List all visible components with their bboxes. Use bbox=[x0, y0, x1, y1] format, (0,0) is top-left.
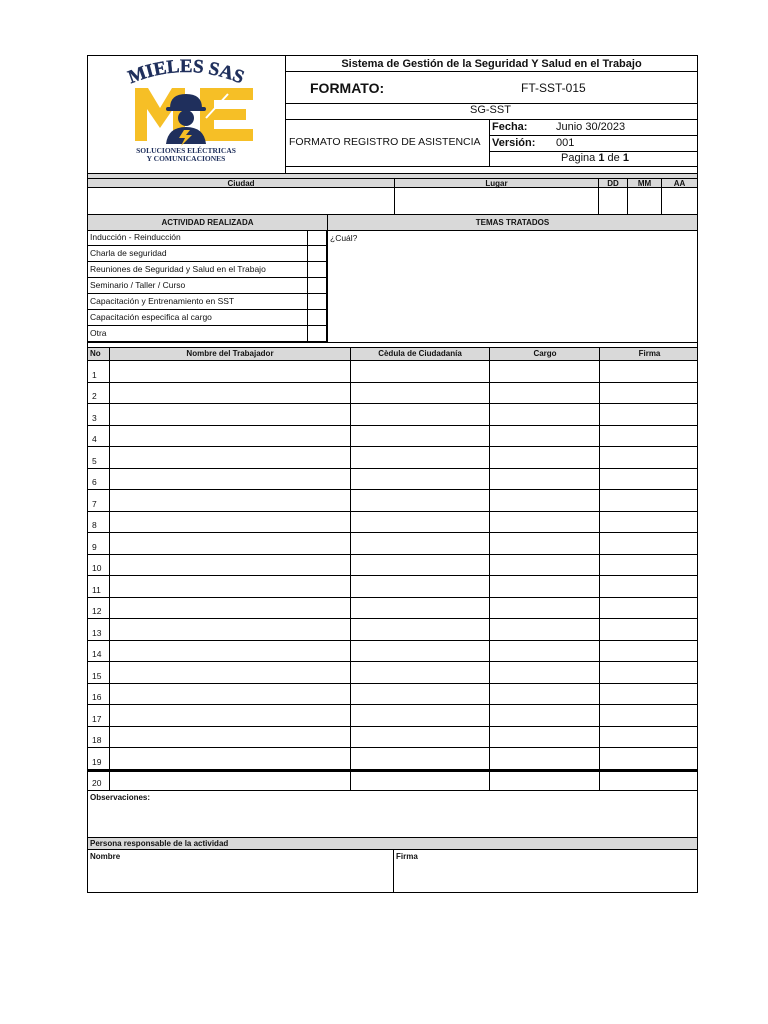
pagina-row bbox=[489, 151, 698, 167]
row-number: 7 bbox=[92, 498, 97, 509]
responsable-label: Persona responsable de la actividad bbox=[90, 839, 229, 848]
activity-item bbox=[87, 262, 327, 278]
dd-header: DD bbox=[598, 178, 628, 188]
firma-cell[interactable] bbox=[599, 361, 700, 382]
sg-sst-label: SG-SST bbox=[470, 104, 511, 116]
row-number: 18 bbox=[92, 735, 102, 745]
cargo-cell[interactable] bbox=[489, 447, 600, 468]
activity-item bbox=[87, 310, 327, 326]
lugar-header: Lugar bbox=[394, 178, 599, 188]
firma-cell[interactable] bbox=[599, 383, 700, 404]
col-nombre-header: Nombre del Trabajador bbox=[186, 349, 274, 358]
activity-item-checkbox[interactable] bbox=[307, 262, 327, 278]
ciudad-field[interactable] bbox=[87, 187, 395, 215]
cargo-cell[interactable] bbox=[489, 361, 600, 382]
lugar-field[interactable] bbox=[394, 187, 599, 215]
nombre-cell[interactable] bbox=[109, 641, 351, 662]
cargo-cell[interactable] bbox=[489, 748, 600, 769]
cedula-cell[interactable] bbox=[350, 383, 490, 404]
logo-tagline-2: Y COMUNICACIONES bbox=[146, 154, 226, 163]
fecha-value: Junio 30/2023 bbox=[556, 121, 626, 133]
nombre-cell[interactable] bbox=[109, 426, 351, 447]
cargo-cell[interactable] bbox=[489, 727, 600, 748]
ciudad-header: Ciudad bbox=[87, 178, 395, 188]
cargo-cell[interactable] bbox=[489, 662, 600, 683]
pagina-num: 1 bbox=[598, 152, 605, 164]
logo-cell bbox=[87, 55, 286, 174]
logo-tagline-1: SOLUCIONES ELÉCTRICAS bbox=[136, 146, 236, 155]
table-row bbox=[87, 748, 698, 770]
table-row bbox=[87, 662, 698, 684]
nombre-cell[interactable] bbox=[109, 748, 351, 769]
activity-list bbox=[87, 230, 328, 344]
row-number: 12 bbox=[92, 606, 102, 616]
firma-cell[interactable] bbox=[599, 404, 700, 425]
cedula-cell[interactable] bbox=[350, 619, 490, 640]
formato-row bbox=[285, 71, 698, 104]
activity-item-checkbox[interactable] bbox=[307, 230, 327, 246]
firma-cell[interactable] bbox=[599, 772, 700, 791]
table-row bbox=[87, 490, 698, 512]
cedula-cell[interactable] bbox=[350, 533, 490, 554]
cargo-cell[interactable] bbox=[489, 426, 600, 447]
cedula-cell[interactable] bbox=[350, 361, 490, 382]
formato-code: FT-SST-015 bbox=[521, 81, 586, 95]
activity-item-label: Reuniones de Seguridad y Salud en el Trabajo bbox=[90, 264, 266, 274]
firma-cell[interactable] bbox=[599, 619, 700, 640]
nombre-cell[interactable] bbox=[109, 576, 351, 597]
row-number: 9 bbox=[92, 541, 97, 552]
cargo-cell[interactable] bbox=[489, 619, 600, 640]
row-number: 3 bbox=[92, 412, 97, 423]
activity-item-label: Capacitación y Entrenamiento en SST bbox=[90, 296, 235, 306]
activity-item bbox=[87, 326, 327, 342]
table-row bbox=[87, 619, 698, 641]
cedula-cell[interactable] bbox=[350, 469, 490, 490]
row-number: 14 bbox=[92, 649, 102, 659]
nombre-cell[interactable] bbox=[109, 772, 351, 791]
version-value: 001 bbox=[556, 137, 575, 149]
activity-item-checkbox[interactable] bbox=[307, 246, 327, 262]
table-row bbox=[87, 641, 698, 663]
cedula-cell[interactable] bbox=[350, 705, 490, 726]
cedula-cell[interactable] bbox=[350, 576, 490, 597]
activity-item bbox=[87, 246, 327, 262]
pagina-total: 1 bbox=[622, 152, 629, 164]
cargo-cell[interactable] bbox=[489, 490, 600, 511]
cargo-cell[interactable] bbox=[489, 533, 600, 554]
dd-field[interactable] bbox=[598, 187, 628, 215]
firma-cell[interactable] bbox=[599, 426, 700, 447]
row-number: 11 bbox=[92, 584, 101, 595]
row-number: 16 bbox=[92, 692, 102, 702]
nombre-cell[interactable] bbox=[109, 383, 351, 404]
attendance-header-row bbox=[87, 347, 698, 361]
row-number: 20 bbox=[92, 778, 102, 788]
activity-item-label: Seminario / Taller / Curso bbox=[90, 280, 186, 290]
table-row bbox=[87, 770, 698, 792]
pagina-text bbox=[561, 152, 629, 164]
firma-cell[interactable] bbox=[599, 705, 700, 726]
row-number: 17 bbox=[92, 713, 102, 724]
table-row bbox=[87, 555, 698, 577]
cedula-cell[interactable] bbox=[350, 555, 490, 576]
pagina-de: de bbox=[607, 152, 620, 164]
row-number: 1 bbox=[92, 369, 97, 380]
nombre-cell[interactable] bbox=[109, 361, 351, 382]
firma-cell[interactable] bbox=[599, 512, 700, 533]
nombre-cell[interactable] bbox=[109, 662, 351, 683]
cedula-cell[interactable] bbox=[350, 598, 490, 619]
cargo-cell[interactable] bbox=[489, 705, 600, 726]
firma-cell[interactable] bbox=[599, 533, 700, 554]
nombre-cell[interactable] bbox=[109, 705, 351, 726]
firma-cell[interactable] bbox=[599, 469, 700, 490]
form-name-cell bbox=[285, 119, 490, 167]
form-name: FORMATO REGISTRO DE ASISTENCIA bbox=[289, 136, 481, 148]
cargo-cell[interactable] bbox=[489, 684, 600, 705]
version-label: Versión: bbox=[492, 137, 536, 149]
col-cedula-header: Cèdula de Ciudadanía bbox=[378, 349, 462, 358]
cedula-cell[interactable] bbox=[350, 662, 490, 683]
table-row bbox=[87, 469, 698, 491]
row-number: 13 bbox=[92, 627, 102, 638]
firma-cell[interactable] bbox=[599, 727, 700, 748]
activity-item-checkbox[interactable] bbox=[307, 326, 327, 342]
cargo-cell[interactable] bbox=[489, 383, 600, 404]
cargo-cell[interactable] bbox=[489, 598, 600, 619]
nombre-cell[interactable] bbox=[109, 555, 351, 576]
firma-cell[interactable] bbox=[599, 641, 700, 662]
cargo-cell[interactable] bbox=[489, 404, 600, 425]
cedula-cell[interactable] bbox=[350, 447, 490, 468]
firma-cell[interactable] bbox=[599, 490, 700, 511]
cedula-cell[interactable] bbox=[350, 426, 490, 447]
table-row bbox=[87, 576, 698, 598]
fecha-label: Fecha: bbox=[492, 121, 528, 133]
observaciones-field[interactable] bbox=[87, 790, 698, 838]
actividad-header: ACTIVIDAD REALIZADA bbox=[87, 214, 328, 231]
activity-item-checkbox[interactable] bbox=[307, 310, 327, 326]
observaciones-label: Observaciones: bbox=[90, 793, 151, 802]
cargo-cell[interactable] bbox=[489, 555, 600, 576]
firma-cell[interactable] bbox=[599, 555, 700, 576]
cargo-cell[interactable] bbox=[489, 576, 600, 597]
nombre-cell[interactable] bbox=[109, 598, 351, 619]
aa-header: AA bbox=[661, 178, 698, 188]
col-firma-header: Firma bbox=[638, 349, 661, 358]
mm-field[interactable] bbox=[627, 187, 662, 215]
cargo-cell[interactable] bbox=[489, 772, 600, 791]
firma-cell[interactable] bbox=[599, 748, 700, 769]
table-row bbox=[87, 447, 698, 469]
temas-field[interactable] bbox=[327, 230, 698, 343]
logo-arc-text: MIELES SAS bbox=[125, 56, 247, 89]
activity-item-label: Capacitación especifica al cargo bbox=[90, 312, 212, 322]
responsable-nombre-field[interactable] bbox=[87, 849, 394, 893]
cedula-cell[interactable] bbox=[350, 641, 490, 662]
table-row bbox=[87, 383, 698, 405]
activity-item-checkbox[interactable] bbox=[307, 278, 327, 294]
nombre-cell[interactable] bbox=[109, 512, 351, 533]
firma-cell[interactable] bbox=[599, 447, 700, 468]
pagina-prefix: Pagina bbox=[561, 152, 596, 164]
company-logo bbox=[88, 56, 285, 173]
row-number: 15 bbox=[92, 670, 102, 681]
firma-cell[interactable] bbox=[599, 662, 700, 683]
nombre-cell[interactable] bbox=[109, 727, 351, 748]
cedula-cell[interactable] bbox=[350, 727, 490, 748]
firma-cell[interactable] bbox=[599, 576, 700, 597]
activity-item bbox=[87, 230, 327, 246]
nombre-cell[interactable] bbox=[109, 469, 351, 490]
activity-item bbox=[87, 278, 327, 294]
col-cargo-header: Cargo bbox=[533, 349, 557, 358]
row-number: 10 bbox=[92, 563, 102, 573]
activity-item bbox=[87, 294, 327, 310]
row-number: 5 bbox=[92, 455, 97, 466]
table-row bbox=[87, 598, 698, 620]
table-row bbox=[87, 426, 698, 448]
row-number: 19 bbox=[92, 756, 102, 767]
temas-header: TEMAS TRATADOS bbox=[327, 214, 698, 231]
nombre-cell[interactable] bbox=[109, 619, 351, 640]
cargo-cell[interactable] bbox=[489, 469, 600, 490]
responsable-firma-field[interactable] bbox=[393, 849, 698, 893]
row-number: 8 bbox=[92, 520, 97, 530]
table-row bbox=[87, 705, 698, 727]
nombre-cell[interactable] bbox=[109, 684, 351, 705]
cargo-cell[interactable] bbox=[489, 641, 600, 662]
firma-cell[interactable] bbox=[599, 684, 700, 705]
activity-item-label: Charla de seguridad bbox=[90, 248, 167, 258]
fecha-row bbox=[489, 119, 698, 136]
table-row bbox=[87, 727, 698, 749]
cedula-cell[interactable] bbox=[350, 748, 490, 769]
row-number: 4 bbox=[92, 434, 97, 444]
table-row bbox=[87, 684, 698, 706]
activity-item-checkbox[interactable] bbox=[307, 294, 327, 310]
formato-label: FORMATO: bbox=[310, 80, 385, 96]
version-row bbox=[489, 135, 698, 152]
system-title: Sistema de Gestión de la Seguridad Y Salud en el Trabajo bbox=[285, 55, 698, 72]
row-number: 6 bbox=[92, 477, 97, 487]
responsable-firma-label: Firma bbox=[396, 852, 418, 861]
cual-label: ¿Cuál? bbox=[330, 233, 358, 243]
cargo-cell[interactable] bbox=[489, 512, 600, 533]
nombre-cell[interactable] bbox=[109, 490, 351, 511]
aa-field[interactable] bbox=[661, 187, 698, 215]
row-number: 2 bbox=[92, 391, 97, 401]
firma-cell[interactable] bbox=[599, 598, 700, 619]
cedula-cell[interactable] bbox=[350, 404, 490, 425]
table-row bbox=[87, 361, 698, 383]
cedula-cell[interactable] bbox=[350, 772, 490, 791]
table-row bbox=[87, 512, 698, 534]
nombre-cell[interactable] bbox=[109, 447, 351, 468]
activity-item-label: Inducción - Reinducción bbox=[90, 232, 181, 242]
activity-item-label: Otra bbox=[90, 328, 107, 338]
responsable-nombre-label: Nombre bbox=[90, 852, 121, 861]
col-no-header: No bbox=[90, 349, 101, 358]
attendance-rows bbox=[87, 361, 698, 791]
cedula-cell[interactable] bbox=[350, 490, 490, 511]
cedula-cell[interactable] bbox=[350, 512, 490, 533]
nombre-cell[interactable] bbox=[109, 404, 351, 425]
table-row bbox=[87, 404, 698, 426]
table-row bbox=[87, 533, 698, 555]
nombre-cell[interactable] bbox=[109, 533, 351, 554]
mm-header: MM bbox=[627, 178, 662, 188]
cedula-cell[interactable] bbox=[350, 684, 490, 705]
